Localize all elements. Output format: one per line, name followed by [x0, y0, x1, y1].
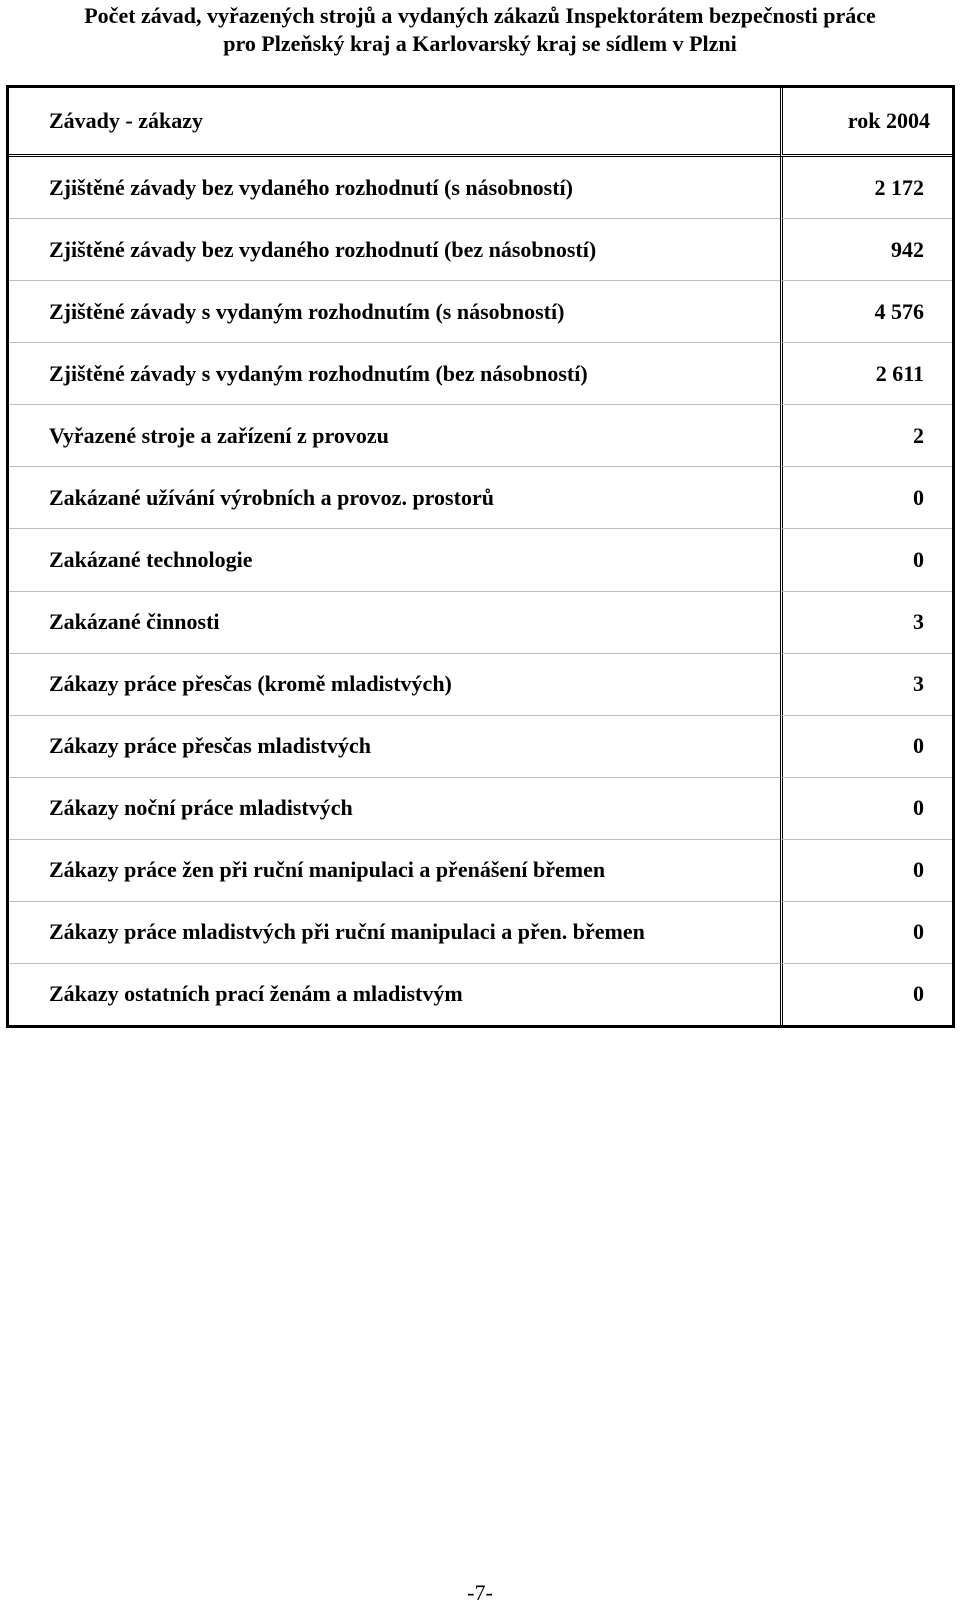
row-label: Zákazy práce žen při ruční manipulaci a přenášení břemen	[9, 840, 780, 902]
header-value: rok 2004	[780, 88, 952, 157]
table-row	[9, 964, 952, 1025]
row-label: Zjištěné závady bez vydaného rozhodnutí (bez násobností)	[9, 219, 780, 281]
table-header-row	[9, 88, 952, 157]
row-label: Zakázané technologie	[9, 529, 780, 591]
row-value: 0	[780, 964, 952, 1025]
defects-bans-table	[6, 85, 955, 1028]
row-label: Zákazy práce přesčas mladistvých	[9, 716, 780, 778]
row-value: 0	[780, 902, 952, 964]
table-row	[9, 219, 952, 281]
row-value: 942	[780, 219, 952, 281]
row-value: 0	[780, 840, 952, 902]
row-value: 0	[780, 467, 952, 529]
table-row	[9, 157, 952, 219]
header-label: Závady - zákazy	[9, 88, 780, 157]
row-value: 0	[780, 529, 952, 591]
row-value: 3	[780, 654, 952, 716]
table-row	[9, 405, 952, 467]
table-row	[9, 902, 952, 964]
row-label: Zákazy práce mladistvých při ruční manipulaci a přen. břemen	[9, 902, 780, 964]
row-label: Zakázané činnosti	[9, 592, 780, 654]
row-value: 0	[780, 716, 952, 778]
row-value: 2 611	[780, 343, 952, 405]
table-row	[9, 467, 952, 529]
title-line-1: Počet závad, vyřazených strojů a vydaných zákazů Inspektorátem bezpečnosti práce	[84, 3, 876, 28]
row-value: 2 172	[780, 157, 952, 219]
row-value: 3	[780, 592, 952, 654]
table-row	[9, 281, 952, 343]
page-number: -7-	[467, 1580, 493, 1605]
row-label: Vyřazené stroje a zařízení z provozu	[9, 405, 780, 467]
row-label: Zakázané užívání výrobních a provoz. prostorů	[9, 467, 780, 529]
table-row	[9, 592, 952, 654]
row-label: Zjištěné závady bez vydaného rozhodnutí (s násobností)	[9, 157, 780, 219]
title-line-2: pro Plzeňský kraj a Karlovarský kraj se sídlem v Plzni	[223, 31, 737, 56]
table-row	[9, 654, 952, 716]
table-row	[9, 778, 952, 840]
table-row	[9, 716, 952, 778]
row-label: Zákazy noční práce mladistvých	[9, 778, 780, 840]
table-row	[9, 840, 952, 902]
row-label: Zjištěné závady s vydaným rozhodnutím (bez násobností)	[9, 343, 780, 405]
row-value: 4 576	[780, 281, 952, 343]
table-row	[9, 343, 952, 405]
document-title	[0, 2, 960, 58]
row-label: Zjištěné závady s vydaným rozhodnutím (s násobností)	[9, 281, 780, 343]
row-value: 0	[780, 778, 952, 840]
row-label: Zákazy práce přesčas (kromě mladistvých)	[9, 654, 780, 716]
row-label: Zákazy ostatních prací ženám a mladistvým	[49, 981, 463, 1007]
table-row	[9, 529, 952, 591]
row-value: 2	[780, 405, 952, 467]
